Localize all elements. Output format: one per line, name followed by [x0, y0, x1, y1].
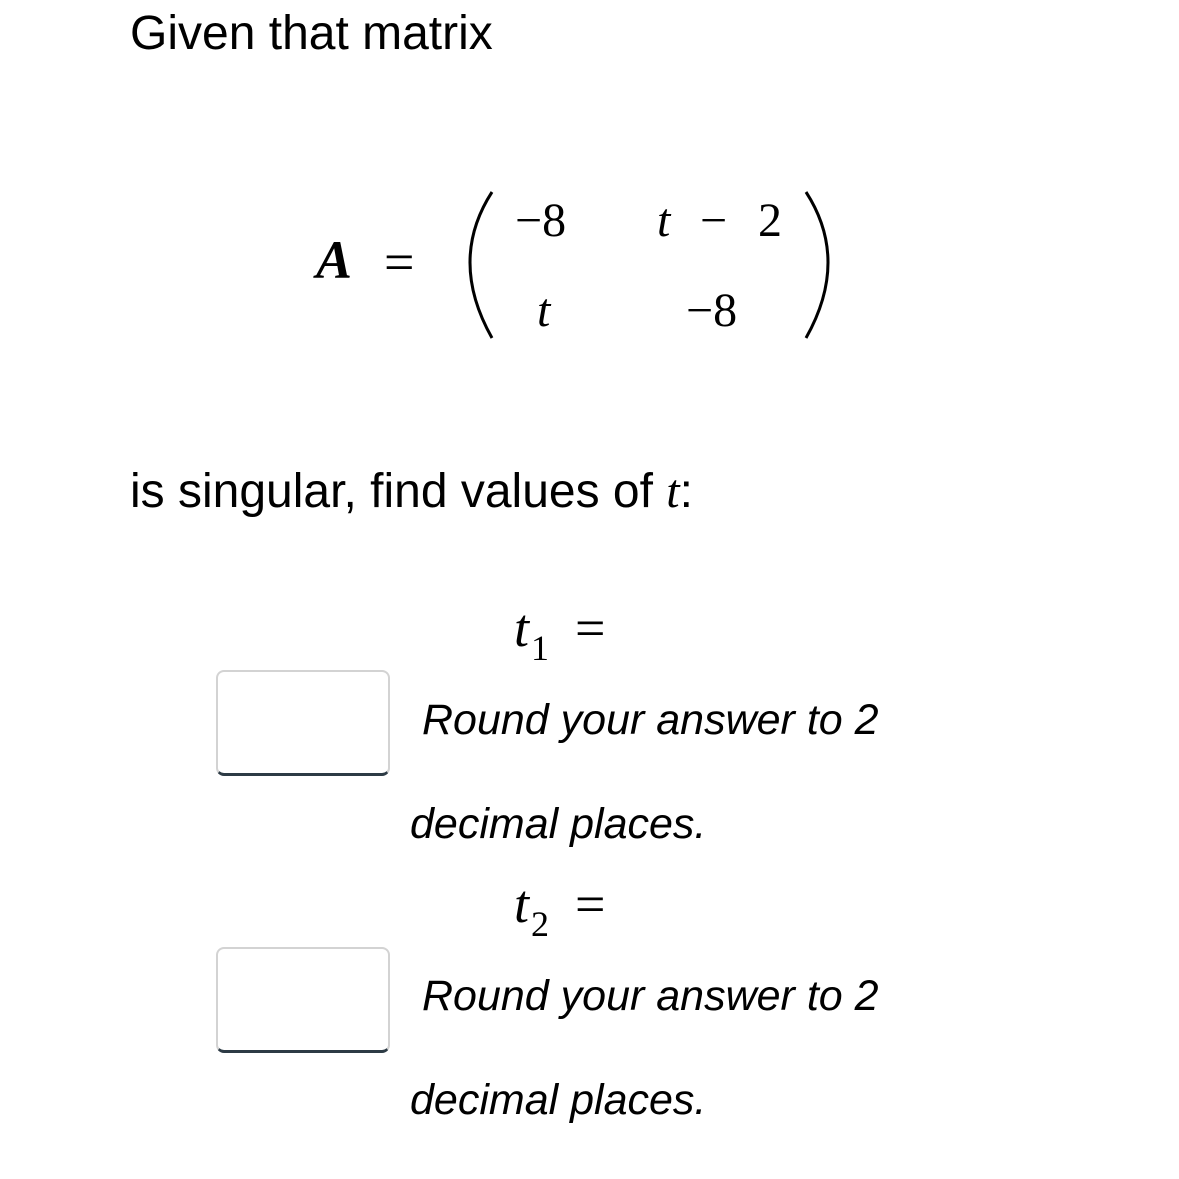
question-colon: :	[679, 465, 693, 518]
question-prefix: is singular, find values of	[130, 465, 667, 518]
t1-subscript: 1	[531, 628, 550, 668]
question-text	[130, 462, 693, 522]
t1-label	[514, 598, 606, 668]
matrix-equals-sign: =	[384, 232, 415, 292]
matrix-cell-r1c2-variable: t	[657, 194, 671, 247]
matrix-name: A	[316, 230, 353, 290]
matrix-cell-r1c2-operator: −	[700, 194, 728, 247]
t2-variable: t	[514, 874, 530, 934]
matrix-cell-r2c2: −8	[686, 284, 738, 337]
t1-hint-line2: decimal places.	[410, 800, 707, 848]
t1-equals-sign: =	[575, 598, 606, 658]
t1-hint-line1: Round your answer to 2	[422, 696, 879, 744]
t1-answer-input[interactable]	[216, 670, 390, 776]
t2-equals-sign: =	[575, 874, 606, 934]
left-parenthesis	[470, 192, 492, 338]
t2-hint-line1: Round your answer to 2	[422, 972, 879, 1020]
t2-hint-line2: decimal places.	[410, 1076, 707, 1124]
right-parenthesis	[806, 192, 828, 338]
t2-answer-input[interactable]	[216, 947, 390, 1053]
t2-label	[514, 874, 606, 944]
matrix-cell-r1c1: −8	[515, 194, 567, 247]
t1-variable: t	[514, 598, 530, 658]
matrix-cell-r2c1: t	[537, 284, 551, 337]
t2-subscript: 2	[531, 904, 550, 944]
question-variable: t	[666, 465, 680, 518]
intro-text: Given that matrix	[130, 7, 493, 60]
matrix-cell-r1c2-number: 2	[758, 194, 782, 247]
